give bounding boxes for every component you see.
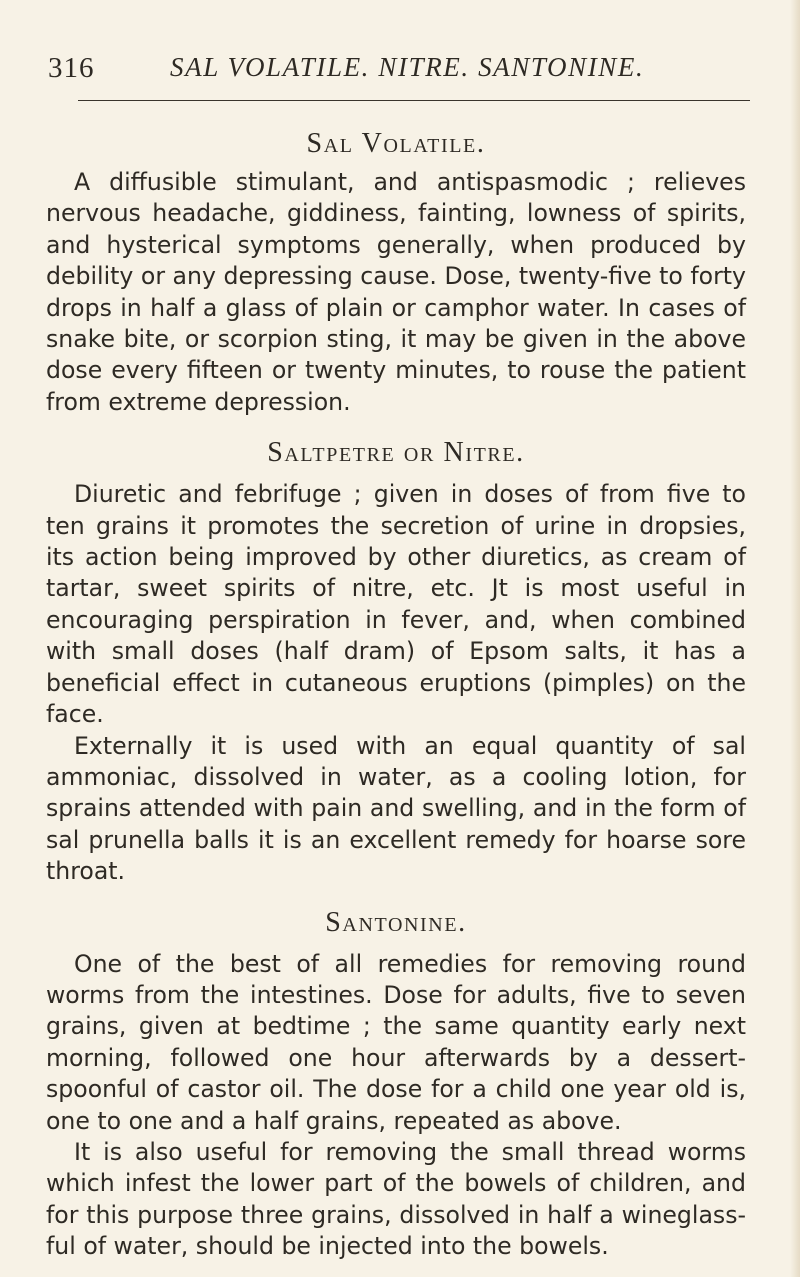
running-title: SAL VOLATILE. NITRE. SANTONINE. <box>170 52 645 82</box>
page-edge-shadow <box>790 0 800 1277</box>
paragraph: Externally it is used with an equal quantity of sal ammoniac, dissolved in water, as a cooling lotion, for sprains attended with pain and swelling, and in the form of sal prunella balls it is an excellent remedy for hoarse sore throat. <box>46 731 746 886</box>
paragraph: One of the best of all remedies for removing round worms from the intestines. Dose for adults, five to seven grains, given at bedtime ; the same quantity early next morning, followed one hour afterwards by a dessert-spoonful of castor oil. The dose for a child one year old is, one to one and a half grains, repeated as above. <box>46 949 746 1135</box>
section-santonine <box>46 907 746 1263</box>
running-head <box>48 52 748 92</box>
header-rule <box>78 100 750 101</box>
page-body <box>46 123 746 1263</box>
paragraph: Diuretic and febrifuge ; given in doses of from five to ten grains it promotes the secretion of urine in dropsies, its action being improved by other diuretics, as cream of tartar, sweet spirits of nitre, etc. Jt is most useful in encouraging perspiration in fever, and, when combined with small doses (half dram) of Epsom salts, it has a beneficial effect in cutaneous eruptions (pimples) on the face. <box>46 480 746 729</box>
section-sal-volatile <box>46 128 746 418</box>
page-number: 316 <box>48 52 95 84</box>
paragraph: It is also useful for removing the small thread worms which infest the lower part of the bowels of children, and for this purpose three grains, dissolved in half a wineglass-ful of water, should be injected into the bowels. <box>46 1137 746 1261</box>
section-saltpetre-nitre <box>46 437 746 887</box>
section-heading: Santonine. <box>325 906 467 938</box>
paragraph: A diffusible stimulant, and antispasmodic ; relieves nervous headache, giddiness, fainting, lowness of spirits, and hysterical symptoms generally, when produced by debility or any depressing cause. Dose, twenty-five to forty drops in half a glass of plain or camphor water. In cases of snake bite, or scorpion sting, it may be given in the above dose every fifteen or twenty minutes, to rouse the patient from extreme depression. <box>46 168 746 416</box>
section-heading: Sal Volatile. <box>306 128 486 159</box>
section-heading: Saltpetre or Nitre. <box>267 437 525 469</box>
